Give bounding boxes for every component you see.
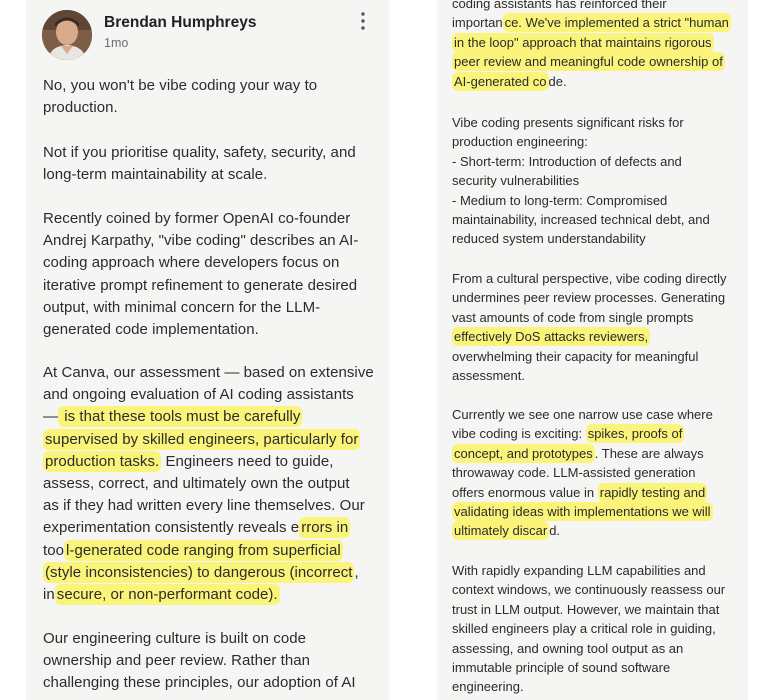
text-line: - Medium to long-term: Compromised: [452, 192, 668, 208]
author-avatar[interactable]: [42, 10, 92, 60]
text-line: coding assistants has reinforced their: [452, 0, 667, 11]
text-line: security vulnerabilities: [452, 173, 580, 189]
author-name[interactable]: Brendan Humphreys: [104, 14, 257, 31]
highlighted-text: spikes, proofs of: [587, 426, 683, 442]
text-line: production engineering:: [452, 134, 588, 150]
highlighted-text: ultimately discar: [454, 523, 548, 539]
text-fragment: ,: [354, 563, 359, 581]
text-line: - Short-term: Introduction of defects and: [452, 153, 682, 169]
post-paragraph-3: [43, 208, 358, 341]
text-fragment: Engineers need to guide,: [161, 452, 334, 470]
text-line: assess, correct, and ultimately own the output: [43, 475, 350, 493]
text-fragment: de.: [548, 73, 567, 89]
highlighted-text: is that these tools must be carefully: [60, 408, 301, 426]
text-line: [43, 584, 374, 606]
text-line: context windows, we continuously reassess our: [452, 582, 726, 598]
post-paragraph-5: [43, 628, 356, 695]
text-line: challenging these principles, our adoption of AI: [43, 674, 356, 692]
text-fragment: in: [43, 586, 55, 604]
text-line: assessing, and owning tool output as an: [452, 640, 684, 656]
text-line: [452, 13, 731, 32]
text-line: Currently we see one narrow use case where: [452, 407, 713, 422]
text-line: assessment.: [452, 368, 525, 384]
text-line: [43, 429, 374, 451]
text-line: At Canva, our assessment — based on extensive: [43, 364, 374, 381]
text-line: [452, 33, 731, 52]
text-line: immutable principle of sound software: [452, 660, 671, 676]
highlighted-text: rrors in: [301, 519, 349, 537]
text-line: reduced system understandability: [452, 231, 646, 247]
highlighted-text: ce. We've implemented a strict "human: [504, 15, 729, 31]
text-line: undermines peer review processes. Generating: [452, 290, 726, 306]
text-line: maintainability, increased technical debt, and: [452, 212, 710, 228]
avatar-photo: [42, 10, 92, 60]
text-line: trust in LLM output. However, we maintain that: [452, 601, 720, 617]
text-line: [43, 540, 374, 562]
post-paragraph-continued-3: [452, 269, 727, 385]
post-paragraph-1: [43, 75, 317, 119]
highlighted-text: supervised by skilled engineers, particularly for: [45, 430, 359, 448]
post-timestamp: 1mo: [104, 36, 129, 50]
highlighted-text: AI-generated co: [454, 73, 547, 89]
highlighted-text: l-generated code ranging from superficial: [66, 541, 341, 559]
text-fragment: experimentation consistently reveals e: [43, 519, 300, 537]
text-line: [452, 327, 727, 346]
text-line: Andrej Karpathy, "vibe coding" describes an AI-: [43, 232, 359, 250]
text-line: [43, 451, 374, 473]
text-fragment: —: [43, 408, 59, 426]
text-line: Recently coined by former OpenAI co-founder: [43, 210, 351, 227]
more-options-icon[interactable]: [356, 10, 370, 32]
text-line: generated code implementation.: [43, 321, 259, 339]
text-line: From a cultural perspective, vibe coding directly: [452, 271, 727, 286]
text-fragment: offers enormous value in: [452, 484, 598, 500]
text-fragment: too: [43, 541, 65, 559]
text-line: [43, 562, 374, 584]
text-fragment: . These are always: [594, 445, 704, 461]
text-fragment: vibe coding is exciting:: [452, 426, 586, 442]
text-line: overwhelming their capacity for meaningful: [452, 348, 699, 364]
text-line: iterative prompt refinement to generate desired: [43, 276, 358, 294]
text-line: as if they had written every line themselves. Our: [43, 497, 365, 515]
text-fragment: importan: [452, 15, 503, 31]
highlighted-text: peer review and meaningful code ownership of: [454, 54, 723, 70]
text-line: production.: [43, 99, 118, 117]
text-line: [452, 502, 713, 521]
text-line: coding approach where developers focus on: [43, 254, 340, 272]
post-paragraph-continued-1: [452, 0, 731, 91]
highlighted-text: production tasks.: [45, 452, 160, 470]
post-paragraph-continued-5: [452, 561, 725, 697]
text-line: No, you won't be vibe coding your way to: [43, 77, 318, 94]
highlighted-text: (style inconsistencies) to dangerous (incorrect: [45, 563, 353, 581]
text-line: engineering.: [452, 679, 524, 695]
post-paragraph-4: [43, 362, 374, 606]
text-line: [43, 406, 374, 428]
text-line: ownership and peer review. Rather than: [43, 652, 311, 670]
text-line: [452, 483, 713, 502]
highlighted-text: concept, and prototypes: [454, 445, 593, 461]
highlighted-text: rapidly testing and: [599, 484, 706, 500]
text-line: [452, 521, 713, 540]
highlighted-text: secure, or non-performant code).: [56, 586, 278, 604]
text-line: [43, 517, 374, 539]
text-line: [452, 72, 731, 91]
text-fragment: d.: [549, 523, 561, 539]
text-line: With rapidly expanding LLM capabilities and: [452, 563, 706, 578]
text-line: [452, 444, 713, 463]
post-paragraph-continued-2: [452, 113, 710, 249]
text-line: vast amounts of code from single prompts: [452, 309, 694, 325]
post-paragraph-continued-4: [452, 405, 713, 541]
post-paragraph-2: [43, 142, 356, 186]
text-line: skilled engineers play a critical role in guiding,: [452, 621, 716, 637]
post-header: [42, 10, 382, 66]
text-line: and ongoing evaluation of AI coding assistants: [43, 386, 354, 404]
highlighted-text: validating ideas with implementations we will: [454, 504, 711, 520]
text-line: Vibe coding presents significant risks for: [452, 115, 684, 130]
text-line: throwaway code. LLM-assisted generation: [452, 465, 696, 481]
text-line: [452, 424, 713, 443]
text-line: Not if you prioritise quality, safety, security, and: [43, 144, 356, 161]
text-line: Our engineering culture is built on code: [43, 630, 306, 647]
text-line: [452, 52, 731, 71]
highlighted-text: effectively DoS attacks reviewers,: [454, 329, 649, 345]
text-line: output, with minimal concern for the LLM-: [43, 298, 321, 316]
highlighted-text: in the loop" approach that maintains rigorous: [454, 34, 712, 50]
text-line: long-term maintainability at scale.: [43, 166, 268, 184]
